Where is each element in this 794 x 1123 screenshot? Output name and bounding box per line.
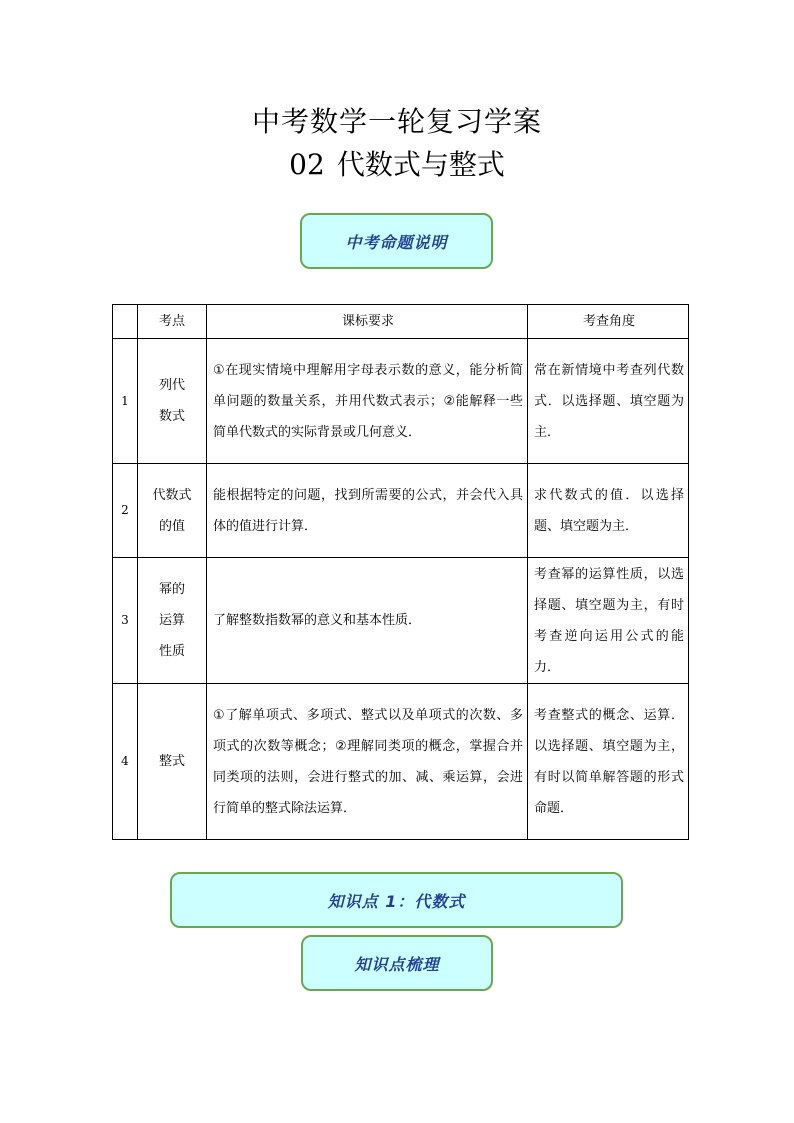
row-point-line: 整式	[158, 754, 185, 769]
row-index: 3	[113, 558, 138, 684]
row-point-line: 性质	[158, 644, 185, 659]
row-point	[138, 558, 207, 684]
row-angle: 考查整式的概念、运算．以选择题、填空题为主，有时以简单解答题的形式命题．	[528, 684, 689, 840]
section-heading-exam-description: 中考命题说明	[300, 213, 493, 269]
row-angle: 考查幂的运算性质，以选择题、填空题为主，有时考查逆向运用公式的能力．	[528, 558, 689, 684]
header-angle: 考查角度	[528, 305, 689, 339]
row-angle: 常在新情境中考查列代数式．以选择题、填空题为主．	[528, 339, 689, 464]
header-index	[113, 305, 138, 339]
lesson-number: 02	[289, 148, 325, 181]
row-requirement: ①了解单项式、多项式、整式以及单项式的次数、多项式的次数等概念；②理解同类项的概念，掌握合并同类项的法则，会进行整式的加、减、乘运算，会进行简单的整式除法运算．	[207, 684, 528, 840]
row-index: 4	[113, 684, 138, 840]
row-index: 1	[113, 339, 138, 464]
row-point	[138, 684, 207, 840]
exam-requirements-table	[112, 304, 689, 840]
table-row	[113, 558, 689, 684]
section-heading-knowledge-summary: 知识点梳理	[301, 935, 493, 991]
section-heading-knowledge-point-1: 知识点 1：代数式	[170, 872, 623, 928]
row-point-line: 的值	[158, 518, 185, 534]
row-point	[138, 339, 207, 464]
row-requirement: ①在现实情境中理解用字母表示数的意义，能分析简单问题的数量关系，并用代数式表示；②能解释一些简单代数式的实际背景或几何意义．	[207, 339, 528, 464]
row-point-line: 幂的	[158, 582, 185, 597]
row-requirement: 能根据特定的问题，找到所需要的公式，并会代入具体的值进行计算．	[207, 464, 528, 558]
table-row	[113, 339, 689, 464]
row-point-line: 代数式	[152, 487, 192, 503]
document-title: 中考数学一轮复习学案	[251, 105, 542, 138]
lesson-topic: 代数式与整式	[336, 148, 505, 181]
table-header-row	[113, 305, 689, 339]
row-point-line: 列代	[158, 378, 185, 393]
row-index: 2	[113, 464, 138, 558]
row-point-line: 数式	[158, 409, 185, 424]
header-point: 考点	[138, 305, 207, 339]
document-subtitle	[0, 143, 794, 183]
table-row	[113, 464, 689, 558]
row-point-line: 运算	[158, 613, 185, 628]
row-requirement: 了解整数指数幂的意义和基本性质．	[207, 558, 528, 684]
table-row	[113, 684, 689, 840]
row-angle: 求代数式的值．以选择题、填空题为主．	[528, 464, 689, 558]
header-requirement: 课标要求	[207, 305, 528, 339]
row-point	[138, 464, 207, 558]
